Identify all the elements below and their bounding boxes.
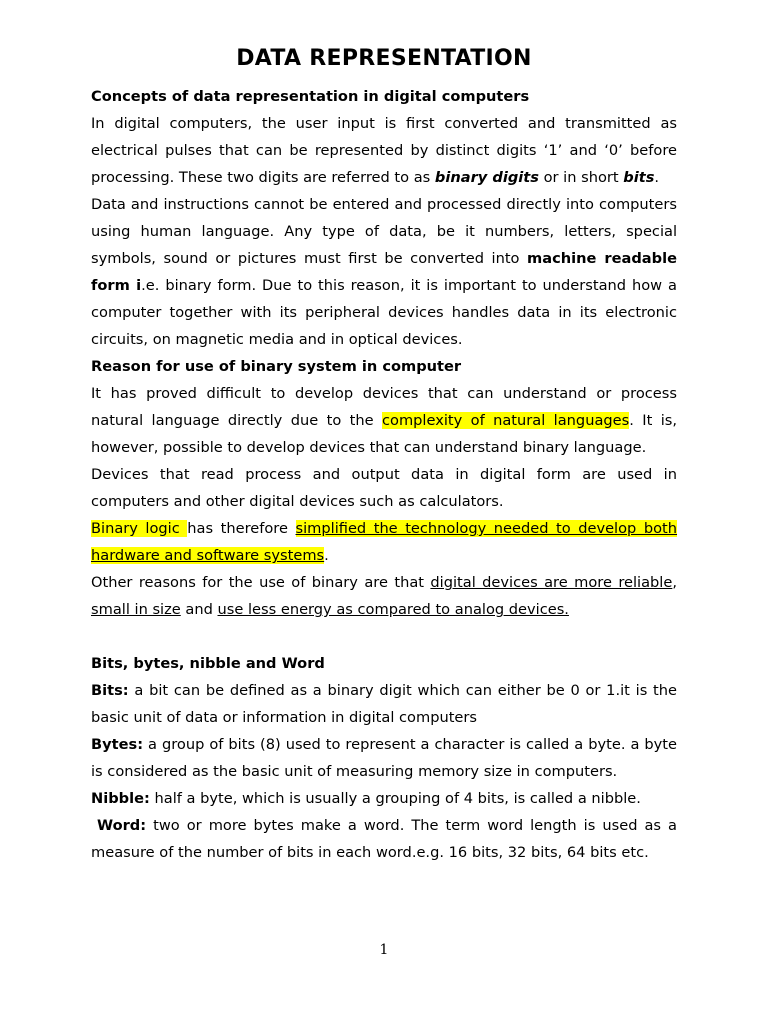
text-run: It has proved difficult to develop devices that can understand or process natural language directly due to the xyxy=(91,385,677,429)
text-run: and xyxy=(180,601,218,618)
blank-line xyxy=(91,623,677,650)
emphasis-bits: bits xyxy=(623,169,655,186)
highlight-simplified-technology: simplified the technology needed to develop both hardware and software systems xyxy=(91,520,678,564)
paragraph-machine-readable xyxy=(91,191,677,353)
definition-bytes xyxy=(91,731,677,785)
definition-word xyxy=(91,812,677,866)
text-run: Other reasons for the use of binary are that xyxy=(91,574,431,591)
paragraph-binary-digits xyxy=(91,110,677,191)
definition-text: a group of bits (8) used to represent a character is called a byte. a byte is considered as the basic unit of measuring memory size in computers. xyxy=(91,736,677,780)
term-bytes: Bytes: xyxy=(91,736,144,753)
page-number: 1 xyxy=(379,942,389,958)
term-word: Word: xyxy=(97,817,147,834)
text-run: or in short xyxy=(538,169,624,186)
underline-small-size: small in size xyxy=(91,601,181,618)
text-run: , xyxy=(672,574,677,591)
definition-text: a bit can be defined as a binary digit which can either be 0 or 1.it is the basic unit of data or information in digital computers xyxy=(91,682,677,726)
paragraph-binary-logic xyxy=(91,515,677,569)
text-run: . It is, however, possible to develop devices that can understand binary language. xyxy=(91,412,677,456)
definition-nibble xyxy=(91,785,677,812)
definition-bits xyxy=(91,677,677,731)
emphasis-machine-readable: machine readable form i xyxy=(91,250,677,294)
term-nibble: Nibble: xyxy=(91,790,150,807)
document-body xyxy=(91,83,677,866)
text-run: has therefore xyxy=(187,520,296,537)
definition-text: two or more bytes make a word. The term word length is used as a measure of the number of bits in each word.e.g. 16 bits, 32 bits, 64 bits etc. xyxy=(91,817,677,861)
paragraph-other-reasons xyxy=(91,569,677,623)
section-heading-binary-reason: Reason for use of binary system in computer xyxy=(91,358,462,375)
text-run: . xyxy=(654,169,660,186)
text-run: Data and instructions cannot be entered and processed directly into computers using human language. Any type of data, be it numbers, letters, special symbols, sound or pictures must first be converted into xyxy=(91,196,677,267)
text-run: In digital computers, the user input is first converted and transmitted as electrical pulses that can be represented by distinct digits ‘1’ and ‘0’ before processing. These two digits are referred to as xyxy=(91,115,677,186)
text-run: . xyxy=(324,547,329,564)
section-heading-bits-bytes: Bits, bytes, nibble and Word xyxy=(91,655,325,672)
section-heading-concepts: Concepts of data representation in digital computers xyxy=(91,88,530,105)
emphasis-binary-digits: binary digits xyxy=(434,169,539,186)
highlight-complexity: complexity of natural languages xyxy=(382,412,630,429)
term-bits: Bits: xyxy=(91,682,129,699)
document-title: DATA REPRESENTATION xyxy=(236,46,532,71)
text-run: .e. binary form. Due to this reason, it is important to understand how a computer together with its peripheral devices handles data in its electronic circuits, on magnetic media and in optical devices. xyxy=(91,277,677,348)
underline-more-reliable: digital devices are more reliable xyxy=(430,574,673,591)
paragraph-natural-language xyxy=(91,380,677,461)
paragraph-digital-devices: Devices that read process and output data in digital form are used in computers and other digital devices such as calculators. xyxy=(91,466,677,510)
definition-text: half a byte, which is usually a grouping of 4 bits, is called a nibble. xyxy=(149,790,641,807)
highlight-binary-logic: Binary logic xyxy=(91,520,188,537)
underline-less-energy: use less energy as compared to analog devices. xyxy=(217,601,569,618)
